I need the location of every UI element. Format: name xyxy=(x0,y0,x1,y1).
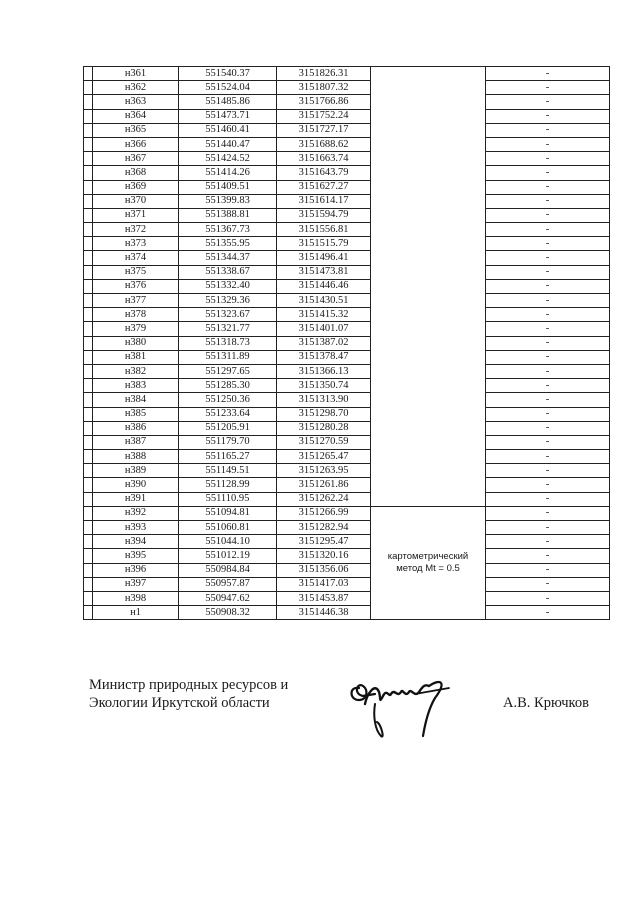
y-coordinate-cell: 3151826.31 xyxy=(277,67,371,81)
y-coordinate-cell: 3151515.79 xyxy=(277,237,371,251)
extra-value-cell: - xyxy=(486,265,610,279)
point-name-cell: н374 xyxy=(93,251,179,265)
table-row xyxy=(84,294,610,308)
point-name-cell: н377 xyxy=(93,294,179,308)
row-marker-cell xyxy=(84,379,93,393)
row-marker-cell xyxy=(84,506,93,520)
table-row xyxy=(84,95,610,109)
x-coordinate-cell: 551110.95 xyxy=(179,492,277,506)
x-coordinate-cell: 551440.47 xyxy=(179,137,277,151)
table-row xyxy=(84,237,610,251)
row-marker-cell xyxy=(84,223,93,237)
x-coordinate-cell: 550984.84 xyxy=(179,563,277,577)
row-marker-cell xyxy=(84,563,93,577)
x-coordinate-cell: 551205.91 xyxy=(179,421,277,435)
table-row xyxy=(84,109,610,123)
point-name-cell: н365 xyxy=(93,123,179,137)
point-name-cell: н376 xyxy=(93,279,179,293)
row-marker-cell xyxy=(84,123,93,137)
point-name-cell: н395 xyxy=(93,549,179,563)
table-row xyxy=(84,137,610,151)
x-coordinate-cell: 550957.87 xyxy=(179,577,277,591)
table-row xyxy=(84,591,610,605)
table-row xyxy=(84,421,610,435)
y-coordinate-cell: 3151280.28 xyxy=(277,421,371,435)
row-marker-cell xyxy=(84,279,93,293)
extra-value-cell: - xyxy=(486,251,610,265)
y-coordinate-cell: 3151807.32 xyxy=(277,81,371,95)
point-name-cell: н382 xyxy=(93,364,179,378)
y-coordinate-cell: 3151614.17 xyxy=(277,194,371,208)
y-coordinate-cell: 3151556.81 xyxy=(277,223,371,237)
x-coordinate-cell: 551128.99 xyxy=(179,478,277,492)
row-marker-cell xyxy=(84,549,93,563)
extra-value-cell: - xyxy=(486,464,610,478)
x-coordinate-cell: 550947.62 xyxy=(179,591,277,605)
y-coordinate-cell: 3151727.17 xyxy=(277,123,371,137)
table-row xyxy=(84,549,610,563)
extra-value-cell: - xyxy=(486,109,610,123)
x-coordinate-cell: 551044.10 xyxy=(179,535,277,549)
table-row xyxy=(84,194,610,208)
x-coordinate-cell: 551094.81 xyxy=(179,506,277,520)
extra-value-cell: - xyxy=(486,379,610,393)
y-coordinate-cell: 3151282.94 xyxy=(277,521,371,535)
table-row xyxy=(84,308,610,322)
row-marker-cell xyxy=(84,208,93,222)
point-name-cell: н391 xyxy=(93,492,179,506)
y-coordinate-cell: 3151688.62 xyxy=(277,137,371,151)
extra-value-cell: - xyxy=(486,308,610,322)
extra-value-cell: - xyxy=(486,435,610,449)
row-marker-cell xyxy=(84,237,93,251)
table-row xyxy=(84,67,610,81)
x-coordinate-cell: 551297.65 xyxy=(179,364,277,378)
y-coordinate-cell: 3151298.70 xyxy=(277,407,371,421)
table-row xyxy=(84,577,610,591)
method-label-line-2: метод Mt = 0.5 xyxy=(396,563,460,575)
point-name-cell: н363 xyxy=(93,95,179,109)
table-row xyxy=(84,606,610,620)
extra-value-cell: - xyxy=(486,506,610,520)
point-name-cell: н387 xyxy=(93,435,179,449)
table-row xyxy=(84,393,610,407)
extra-value-cell: - xyxy=(486,350,610,364)
table-row xyxy=(84,521,610,535)
point-name-cell: н393 xyxy=(93,521,179,535)
row-marker-cell xyxy=(84,180,93,194)
extra-value-cell: - xyxy=(486,123,610,137)
point-name-cell: н381 xyxy=(93,350,179,364)
table-row xyxy=(84,563,610,577)
table-row xyxy=(84,492,610,506)
extra-value-cell: - xyxy=(486,364,610,378)
x-coordinate-cell: 551338.67 xyxy=(179,265,277,279)
y-coordinate-cell: 3151366.13 xyxy=(277,364,371,378)
row-marker-cell xyxy=(84,194,93,208)
y-coordinate-cell: 3151627.27 xyxy=(277,180,371,194)
method-cell-upper xyxy=(371,67,486,507)
extra-value-cell: - xyxy=(486,223,610,237)
extra-value-cell: - xyxy=(486,294,610,308)
row-marker-cell xyxy=(84,450,93,464)
point-name-cell: н375 xyxy=(93,265,179,279)
point-name-cell: н394 xyxy=(93,535,179,549)
x-coordinate-cell: 551318.73 xyxy=(179,336,277,350)
y-coordinate-cell: 3151766.86 xyxy=(277,95,371,109)
coordinates-table-body xyxy=(84,67,610,620)
point-name-cell: н379 xyxy=(93,322,179,336)
y-coordinate-cell: 3151320.16 xyxy=(277,549,371,563)
extra-value-cell: - xyxy=(486,577,610,591)
y-coordinate-cell: 3151313.90 xyxy=(277,393,371,407)
row-marker-cell xyxy=(84,137,93,151)
x-coordinate-cell: 551414.26 xyxy=(179,166,277,180)
table-row xyxy=(84,251,610,265)
y-coordinate-cell: 3151643.79 xyxy=(277,166,371,180)
point-name-cell: н390 xyxy=(93,478,179,492)
row-marker-cell xyxy=(84,535,93,549)
x-coordinate-cell: 551524.04 xyxy=(179,81,277,95)
x-coordinate-cell: 551250.36 xyxy=(179,393,277,407)
point-name-cell: н361 xyxy=(93,67,179,81)
point-name-cell: н367 xyxy=(93,152,179,166)
extra-value-cell: - xyxy=(486,591,610,605)
point-name-cell: н373 xyxy=(93,237,179,251)
table-row xyxy=(84,350,610,364)
point-name-cell: н383 xyxy=(93,379,179,393)
x-coordinate-cell: 551060.81 xyxy=(179,521,277,535)
row-marker-cell xyxy=(84,265,93,279)
extra-value-cell: - xyxy=(486,194,610,208)
extra-value-cell: - xyxy=(486,95,610,109)
point-name-cell: н1 xyxy=(93,606,179,620)
extra-value-cell: - xyxy=(486,549,610,563)
x-coordinate-cell: 551460.41 xyxy=(179,123,277,137)
x-coordinate-cell: 551473.71 xyxy=(179,109,277,123)
table-row xyxy=(84,123,610,137)
x-coordinate-cell: 551424.52 xyxy=(179,152,277,166)
table-row xyxy=(84,152,610,166)
x-coordinate-cell: 551388.81 xyxy=(179,208,277,222)
x-coordinate-cell: 551329.36 xyxy=(179,294,277,308)
table-row xyxy=(84,450,610,464)
y-coordinate-cell: 3151266.99 xyxy=(277,506,371,520)
table-row xyxy=(84,208,610,222)
row-marker-cell xyxy=(84,251,93,265)
point-name-cell: н364 xyxy=(93,109,179,123)
point-name-cell: н380 xyxy=(93,336,179,350)
table-row xyxy=(84,535,610,549)
x-coordinate-cell: 551179.70 xyxy=(179,435,277,449)
table-row xyxy=(84,407,610,421)
point-name-cell: н371 xyxy=(93,208,179,222)
extra-value-cell: - xyxy=(486,521,610,535)
handwritten-signature-icon xyxy=(345,664,457,744)
method-cell-lower xyxy=(371,506,486,620)
extra-value-cell: - xyxy=(486,407,610,421)
y-coordinate-cell: 3151415.32 xyxy=(277,308,371,322)
point-name-cell: н366 xyxy=(93,137,179,151)
extra-value-cell: - xyxy=(486,152,610,166)
extra-value-cell: - xyxy=(486,237,610,251)
extra-value-cell: - xyxy=(486,137,610,151)
table-row xyxy=(84,379,610,393)
x-coordinate-cell: 551540.37 xyxy=(179,67,277,81)
signer-position-line-2: Экологии Иркутской области xyxy=(89,695,270,711)
y-coordinate-cell: 3151473.81 xyxy=(277,265,371,279)
row-marker-cell xyxy=(84,109,93,123)
method-label-line-1: картометрический xyxy=(387,551,469,563)
x-coordinate-cell: 551285.30 xyxy=(179,379,277,393)
y-coordinate-cell: 3151262.24 xyxy=(277,492,371,506)
extra-value-cell: - xyxy=(486,81,610,95)
row-marker-cell xyxy=(84,166,93,180)
point-name-cell: н368 xyxy=(93,166,179,180)
row-marker-cell xyxy=(84,294,93,308)
y-coordinate-cell: 3151270.59 xyxy=(277,435,371,449)
y-coordinate-cell: 3151356.06 xyxy=(277,563,371,577)
row-marker-cell xyxy=(84,336,93,350)
y-coordinate-cell: 3151453.87 xyxy=(277,591,371,605)
table-row xyxy=(84,435,610,449)
x-coordinate-cell: 551332.40 xyxy=(179,279,277,293)
x-coordinate-cell: 551149.51 xyxy=(179,464,277,478)
extra-value-cell: - xyxy=(486,606,610,620)
extra-value-cell: - xyxy=(486,478,610,492)
y-coordinate-cell: 3151261.86 xyxy=(277,478,371,492)
table-row xyxy=(84,223,610,237)
signer-position-line-1: Министр природных ресурсов и xyxy=(89,677,289,693)
extra-value-cell: - xyxy=(486,208,610,222)
extra-value-cell: - xyxy=(486,166,610,180)
row-marker-cell xyxy=(84,407,93,421)
row-marker-cell xyxy=(84,95,93,109)
extra-value-cell: - xyxy=(486,322,610,336)
x-coordinate-cell: 551485.86 xyxy=(179,95,277,109)
extra-value-cell: - xyxy=(486,450,610,464)
y-coordinate-cell: 3151263.95 xyxy=(277,464,371,478)
y-coordinate-cell: 3151594.79 xyxy=(277,208,371,222)
table-row xyxy=(84,180,610,194)
y-coordinate-cell: 3151387.02 xyxy=(277,336,371,350)
row-marker-cell xyxy=(84,393,93,407)
point-name-cell: н397 xyxy=(93,577,179,591)
table-row xyxy=(84,336,610,350)
x-coordinate-cell: 551165.27 xyxy=(179,450,277,464)
extra-value-cell: - xyxy=(486,535,610,549)
table-row xyxy=(84,166,610,180)
x-coordinate-cell: 551311.89 xyxy=(179,350,277,364)
table-row xyxy=(84,322,610,336)
y-coordinate-cell: 3151417.03 xyxy=(277,577,371,591)
table-row xyxy=(84,81,610,95)
row-marker-cell xyxy=(84,364,93,378)
extra-value-cell: - xyxy=(486,279,610,293)
extra-value-cell: - xyxy=(486,492,610,506)
row-marker-cell xyxy=(84,492,93,506)
y-coordinate-cell: 3151295.47 xyxy=(277,535,371,549)
row-marker-cell xyxy=(84,67,93,81)
extra-value-cell: - xyxy=(486,336,610,350)
y-coordinate-cell: 3151446.46 xyxy=(277,279,371,293)
row-marker-cell xyxy=(84,478,93,492)
row-marker-cell xyxy=(84,421,93,435)
x-coordinate-cell: 551321.77 xyxy=(179,322,277,336)
point-name-cell: н392 xyxy=(93,506,179,520)
x-coordinate-cell: 551323.67 xyxy=(179,308,277,322)
table-row xyxy=(84,478,610,492)
signer-name: А.В. Крючков xyxy=(503,695,589,711)
row-marker-cell xyxy=(84,350,93,364)
x-coordinate-cell: 551355.95 xyxy=(179,237,277,251)
table-row xyxy=(84,279,610,293)
point-name-cell: н372 xyxy=(93,223,179,237)
x-coordinate-cell: 551012.19 xyxy=(179,549,277,563)
table-row xyxy=(84,506,610,520)
point-name-cell: н386 xyxy=(93,421,179,435)
point-name-cell: н398 xyxy=(93,591,179,605)
point-name-cell: н389 xyxy=(93,464,179,478)
y-coordinate-cell: 3151752.24 xyxy=(277,109,371,123)
row-marker-cell xyxy=(84,606,93,620)
point-name-cell: н388 xyxy=(93,450,179,464)
extra-value-cell: - xyxy=(486,67,610,81)
y-coordinate-cell: 3151378.47 xyxy=(277,350,371,364)
x-coordinate-cell: 551409.51 xyxy=(179,180,277,194)
table-row xyxy=(84,364,610,378)
point-name-cell: н384 xyxy=(93,393,179,407)
point-name-cell: н369 xyxy=(93,180,179,194)
row-marker-cell xyxy=(84,152,93,166)
y-coordinate-cell: 3151446.38 xyxy=(277,606,371,620)
row-marker-cell xyxy=(84,577,93,591)
extra-value-cell: - xyxy=(486,393,610,407)
table-row xyxy=(84,464,610,478)
x-coordinate-cell: 551344.37 xyxy=(179,251,277,265)
point-name-cell: н362 xyxy=(93,81,179,95)
row-marker-cell xyxy=(84,81,93,95)
point-name-cell: н370 xyxy=(93,194,179,208)
y-coordinate-cell: 3151265.47 xyxy=(277,450,371,464)
point-name-cell: н378 xyxy=(93,308,179,322)
x-coordinate-cell: 550908.32 xyxy=(179,606,277,620)
row-marker-cell xyxy=(84,308,93,322)
table-row xyxy=(84,265,610,279)
extra-value-cell: - xyxy=(486,180,610,194)
y-coordinate-cell: 3151496.41 xyxy=(277,251,371,265)
y-coordinate-cell: 3151663.74 xyxy=(277,152,371,166)
row-marker-cell xyxy=(84,521,93,535)
point-name-cell: н396 xyxy=(93,563,179,577)
y-coordinate-cell: 3151430.51 xyxy=(277,294,371,308)
x-coordinate-cell: 551233.64 xyxy=(179,407,277,421)
y-coordinate-cell: 3151401.07 xyxy=(277,322,371,336)
coordinates-table xyxy=(83,66,610,620)
extra-value-cell: - xyxy=(486,563,610,577)
row-marker-cell xyxy=(84,435,93,449)
y-coordinate-cell: 3151350.74 xyxy=(277,379,371,393)
extra-value-cell: - xyxy=(486,421,610,435)
x-coordinate-cell: 551399.83 xyxy=(179,194,277,208)
row-marker-cell xyxy=(84,464,93,478)
row-marker-cell xyxy=(84,322,93,336)
x-coordinate-cell: 551367.73 xyxy=(179,223,277,237)
row-marker-cell xyxy=(84,591,93,605)
point-name-cell: н385 xyxy=(93,407,179,421)
